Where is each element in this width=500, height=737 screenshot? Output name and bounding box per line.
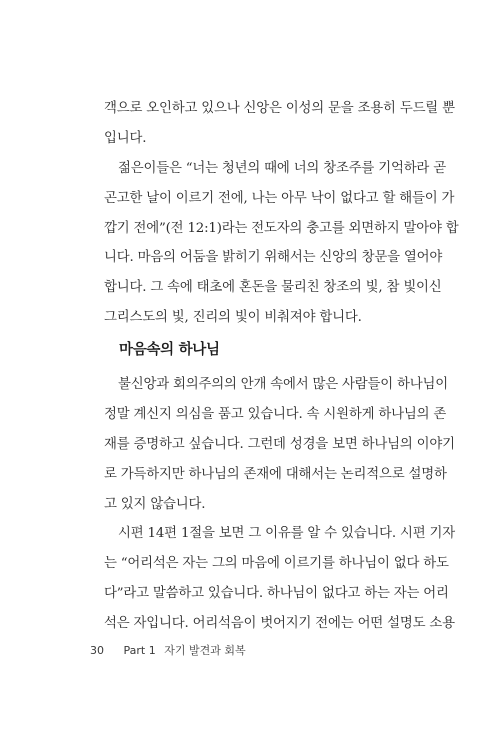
body-text-top — [104, 94, 459, 333]
text-line: 재를 증명하고 싶습니다. 그런데 성경을 보면 하나님의 이야기 — [104, 436, 455, 452]
text-line: 합니다. 그 속에 태초에 혼돈을 물리친 창조의 빛, 참 빛이신 — [104, 280, 442, 296]
page-footer — [90, 644, 246, 658]
text-line: 고 있지 않습니다. — [104, 496, 206, 512]
text-line: 로 가득하지만 하나님의 존재에 대해서는 논리적으로 설명하 — [104, 466, 447, 482]
section-heading: 마음속의 하나님 — [119, 342, 220, 358]
text-line: 객으로 오인하고 있으나 신앙은 이성의 문을 조용히 두드릴 뿐 — [104, 101, 455, 116]
page-number: 30 — [90, 644, 104, 657]
body-text-section — [104, 370, 456, 639]
text-line: 젊은이들은 “너는 청년의 때에 너의 창조주를 기억하라 곧 — [118, 160, 446, 176]
text-line: 불신앙과 회의주의의 안개 속에서 많은 사람들이 하나님이 — [118, 377, 448, 392]
part-label: Part 1 — [123, 644, 156, 657]
text-line: 는 “어리석은 자는 그의 마음에 이르기를 하나님이 없다 하도 — [104, 556, 449, 572]
text-line: 다”라고 말씀하고 있습니다. 하나님이 없다고 하는 자는 어리 — [104, 586, 449, 602]
text-line: 시편 14편 1절을 보면 그 이유를 알 수 있습니다. 시편 기자 — [118, 526, 456, 542]
text-line: 깝기 전에”(전 12:1)라는 전도자의 충고를 외면하지 말아야 합 — [104, 220, 459, 236]
text-line: 입니다. — [104, 130, 147, 146]
text-line: 곤고한 날이 이르기 전에, 나는 아무 낙이 없다고 할 해들이 가 — [104, 190, 455, 206]
text-line: 그리스도의 빛, 진리의 빛이 비춰져야 합니다. — [104, 310, 362, 326]
text-line: 니다. 마음의 어둠을 밝히기 위해서는 신앙의 창문을 열어야 — [104, 250, 443, 266]
text-line: 정말 계신지 의심을 품고 있습니다. 속 시원하게 하나님의 존 — [104, 406, 447, 422]
part-title: 자기 발견과 회복 — [164, 644, 246, 657]
text-line: 석은 자입니다. 어리석음이 벗어지기 전에는 어떤 설명도 소용 — [104, 616, 455, 632]
